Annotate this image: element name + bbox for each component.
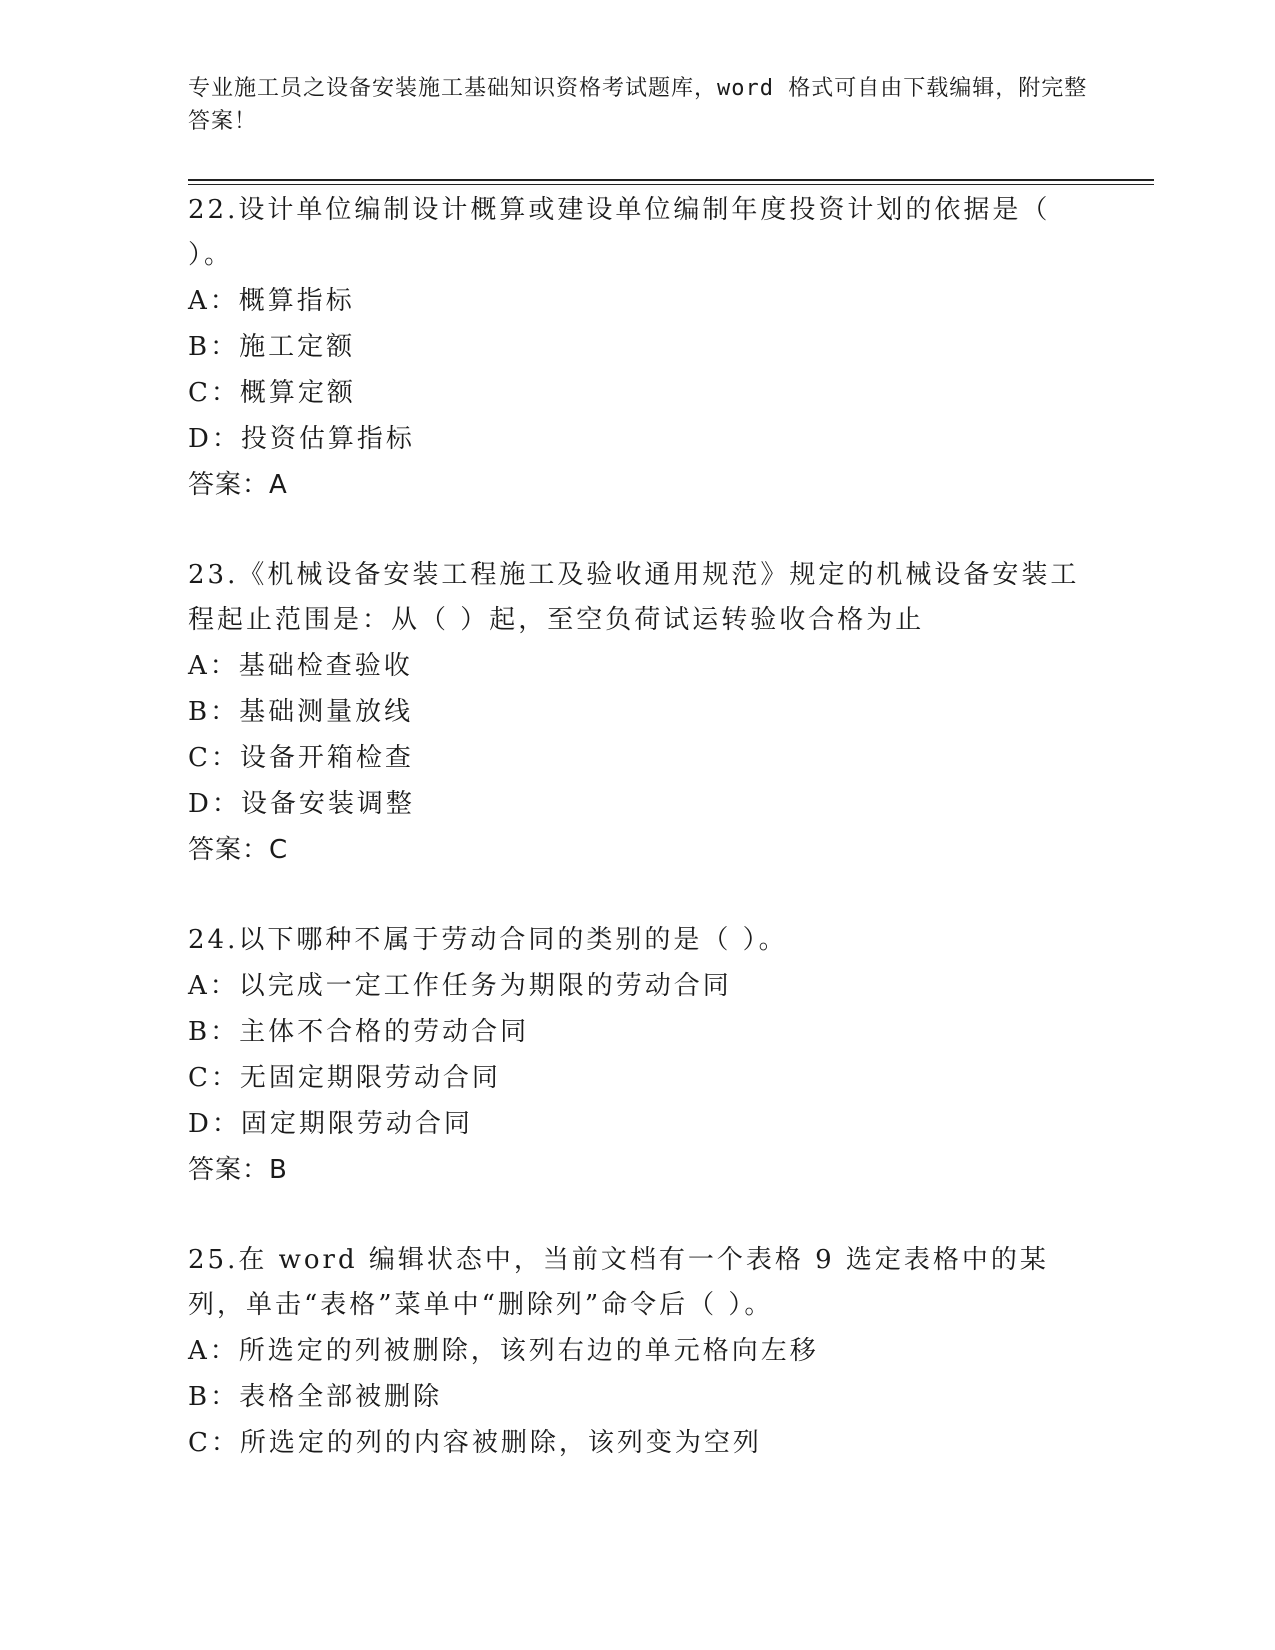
answer-line: 答案：A <box>188 470 288 500</box>
option-b: B：施工定额 <box>188 332 356 362</box>
question-stem: 23.《机械设备安装工程施工及验收通用规范》规定的机械设备安装工程起止范围是：从（ ）起，至空负荷试运转验收合格为止 <box>188 560 1080 635</box>
question-list <box>188 188 1088 1511</box>
answer-line: 答案：B <box>188 1155 288 1185</box>
option-a: A：以完成一定工作任务为期限的劳动合同 <box>188 971 732 1001</box>
question-stem: 25.在 word 编辑状态中，当前文档有一个表格 9 选定表格中的某列，单击“表格”菜单中“删除列”命令后（ ）。 <box>188 1245 1049 1320</box>
option-d: D：投资估算指标 <box>188 424 415 454</box>
option-a: A：概算指标 <box>188 286 355 316</box>
question-23 <box>188 553 1088 873</box>
option-a: A：所选定的列被删除，该列右边的单元格向左移 <box>188 1336 819 1366</box>
answer-line: 答案：C <box>188 835 289 865</box>
option-a: A：基础检查验收 <box>188 651 413 681</box>
header-divider-thin <box>188 184 1154 185</box>
option-b: B：主体不合格的劳动合同 <box>188 1017 530 1047</box>
option-d: D：固定期限劳动合同 <box>188 1109 473 1139</box>
question-22 <box>188 188 1088 508</box>
question-24 <box>188 918 1088 1193</box>
header-divider-thick <box>188 179 1154 181</box>
option-b: B：基础测量放线 <box>188 697 414 727</box>
question-stem: 24.以下哪种不属于劳动合同的类别的是（ ）。 <box>188 925 788 955</box>
document-header: 专业施工员之设备安装施工基础知识资格考试题库，word 格式可自由下载编辑，附完整答案！ <box>188 76 1088 134</box>
option-c: C：所选定的列的内容被删除，该列变为空列 <box>188 1428 762 1458</box>
option-c: C：概算定额 <box>188 378 356 408</box>
question-stem: 22.设计单位编制设计概算或建设单位编制年度投资计划的依据是（ ）。 <box>188 195 1051 270</box>
option-b: B：表格全部被删除 <box>188 1382 443 1412</box>
option-c: C：设备开箱检查 <box>188 743 414 773</box>
option-d: D：设备安装调整 <box>188 789 415 819</box>
option-c: C：无固定期限劳动合同 <box>188 1063 501 1093</box>
question-25 <box>188 1238 1088 1466</box>
